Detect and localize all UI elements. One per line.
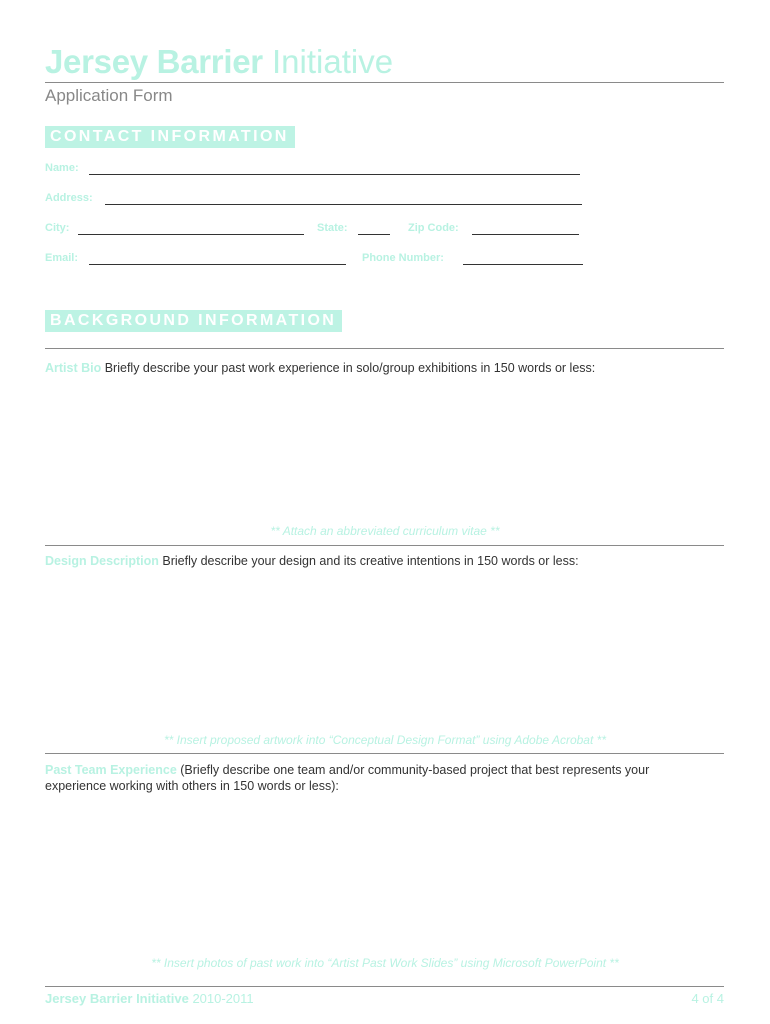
zip-field[interactable] bbox=[472, 234, 579, 235]
team-experience-prompt bbox=[45, 762, 649, 794]
artist-bio-note: ** Attach an abbreviated curriculum vitae ** bbox=[270, 524, 500, 538]
bio-divider bbox=[45, 545, 724, 546]
address-field[interactable] bbox=[105, 204, 582, 205]
phone-label: Phone Number: bbox=[362, 252, 444, 264]
title-divider bbox=[45, 82, 724, 83]
footer-divider bbox=[45, 986, 724, 987]
artist-bio-text: Briefly describe your past work experience in solo/group exhibitions in 150 words or less: bbox=[101, 361, 596, 375]
state-field[interactable] bbox=[358, 234, 390, 235]
design-description-prompt bbox=[45, 553, 579, 569]
artist-bio-prompt bbox=[45, 360, 595, 376]
page-title bbox=[45, 40, 393, 84]
background-divider bbox=[45, 348, 724, 349]
team-experience-text-line1: (Briefly describe one team and/or community-based project that best represents your bbox=[176, 763, 650, 777]
zip-label: Zip Code: bbox=[408, 222, 459, 234]
phone-field[interactable] bbox=[463, 264, 583, 265]
artist-bio-label: Artist Bio bbox=[45, 361, 102, 375]
contact-section-heading: CONTACT INFORMATION bbox=[45, 126, 295, 148]
name-field[interactable] bbox=[89, 174, 580, 175]
name-label: Name: bbox=[45, 162, 79, 174]
form-subtitle: Application Form bbox=[45, 86, 173, 105]
email-label: Email: bbox=[45, 252, 79, 264]
title-light: Initiative bbox=[271, 43, 394, 80]
team-experience-label: Past Team Experience bbox=[45, 763, 177, 777]
footer-name: Jersey Barrier Initiative bbox=[45, 991, 189, 1006]
footer-title bbox=[45, 991, 254, 1006]
design-description-label: Design Description bbox=[45, 554, 159, 568]
team-experience-note: ** Insert photos of past work into “Artist Past Work Slides” using Microsoft PowerPoint ** bbox=[151, 956, 619, 970]
city-label: City: bbox=[45, 222, 70, 234]
address-label: Address: bbox=[45, 192, 93, 204]
team-experience-text-line2: experience working with others in 150 words or less): bbox=[45, 779, 339, 793]
email-field[interactable] bbox=[89, 264, 346, 265]
title-bold: Jersey Barrier bbox=[45, 43, 263, 80]
page-number: 4 of 4 bbox=[691, 991, 724, 1006]
design-divider bbox=[45, 753, 724, 754]
city-field[interactable] bbox=[78, 234, 304, 235]
footer-years: 2010-2011 bbox=[192, 991, 254, 1006]
background-section-heading: BACKGROUND INFORMATION bbox=[45, 310, 342, 332]
state-label: State: bbox=[317, 222, 348, 234]
design-description-text: Briefly describe your design and its creative intentions in 150 words or less: bbox=[158, 554, 579, 568]
design-description-note: ** Insert proposed artwork into “Conceptual Design Format” using Adobe Acrobat ** bbox=[163, 733, 606, 747]
